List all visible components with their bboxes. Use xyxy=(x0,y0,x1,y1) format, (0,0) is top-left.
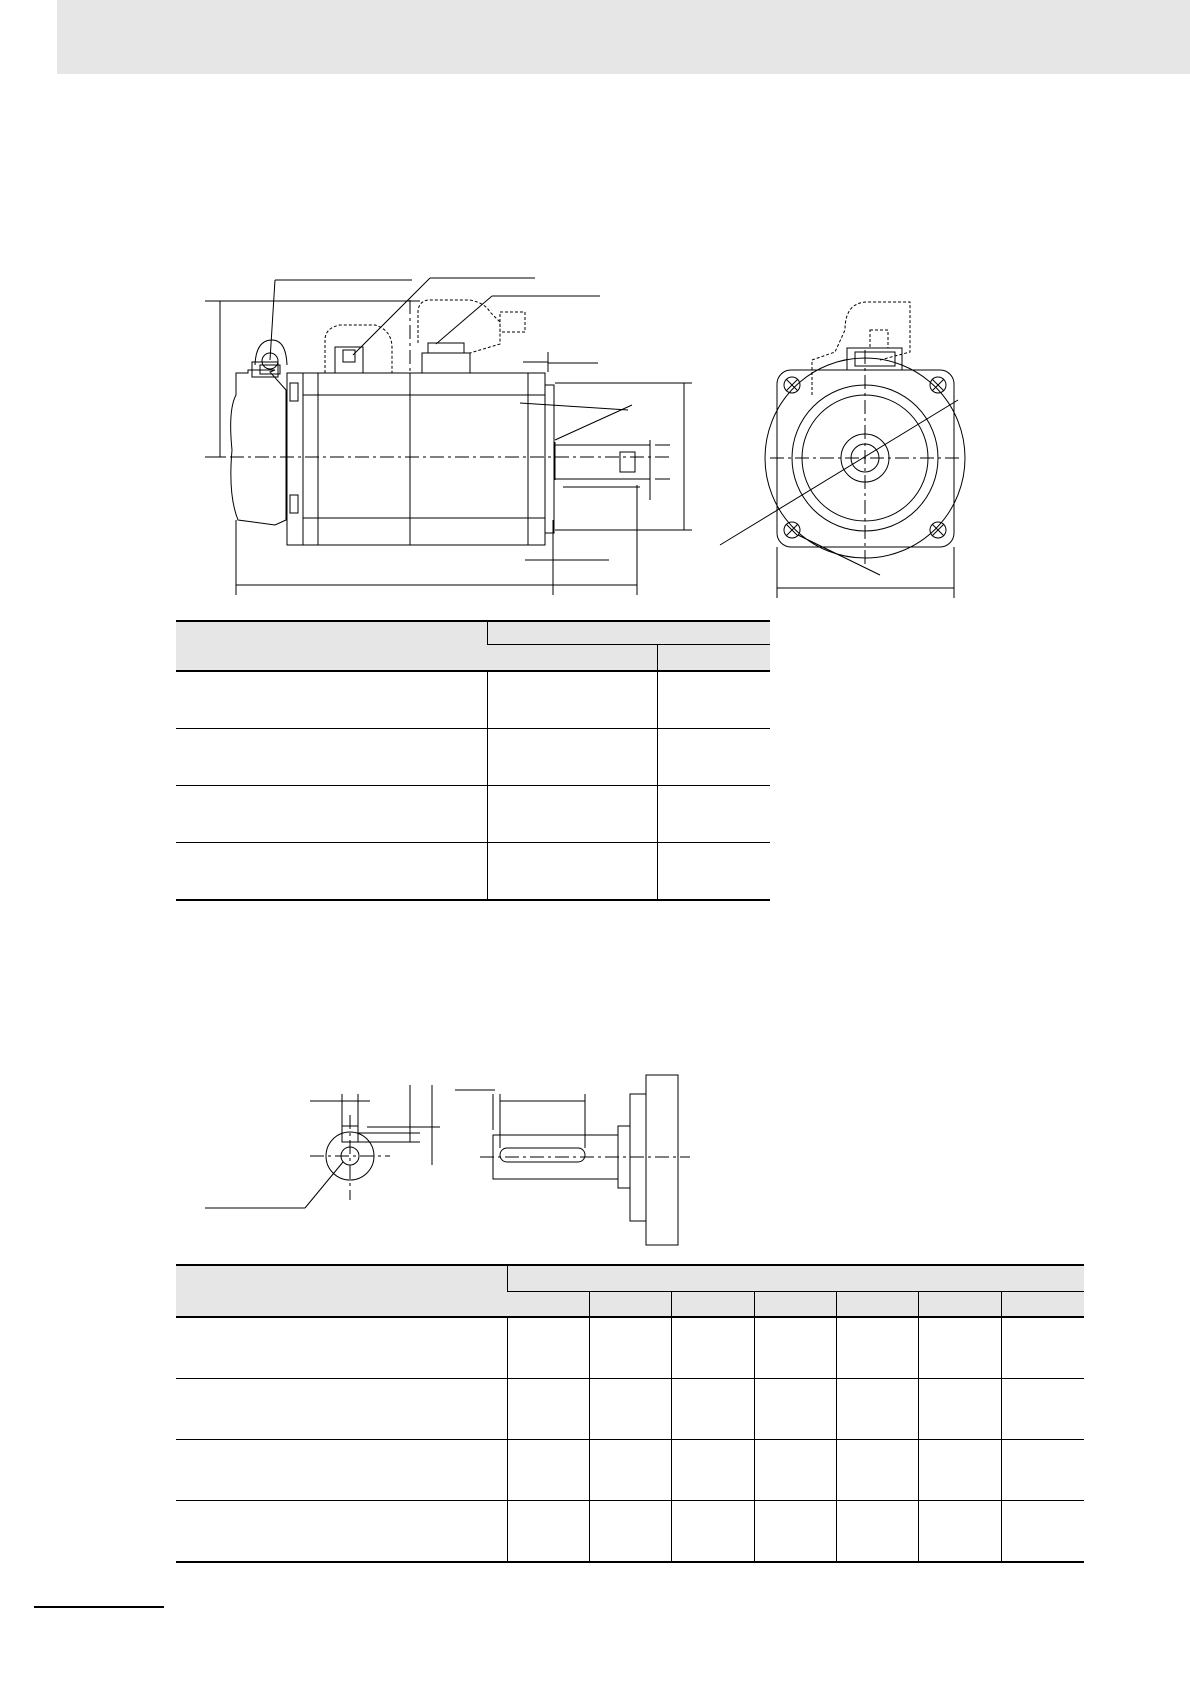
table-row xyxy=(176,1379,1084,1440)
dimensions-table-2 xyxy=(176,1264,1084,1563)
table-2-header-col xyxy=(1001,1291,1084,1317)
table-2-header-col xyxy=(918,1291,1001,1317)
table-2-header-col xyxy=(671,1291,754,1317)
table-row xyxy=(176,1317,1084,1379)
table-2-header-col xyxy=(507,1291,589,1317)
table-2-header-dimensions xyxy=(507,1265,1084,1291)
footer-rule xyxy=(34,1606,164,1608)
table-row xyxy=(176,1501,1084,1563)
table-2-header-model xyxy=(176,1265,507,1317)
table-2-header-col xyxy=(836,1291,918,1317)
table-2-header-col xyxy=(589,1291,671,1317)
table-row xyxy=(176,1440,1084,1501)
table-2-header-col xyxy=(754,1291,836,1317)
